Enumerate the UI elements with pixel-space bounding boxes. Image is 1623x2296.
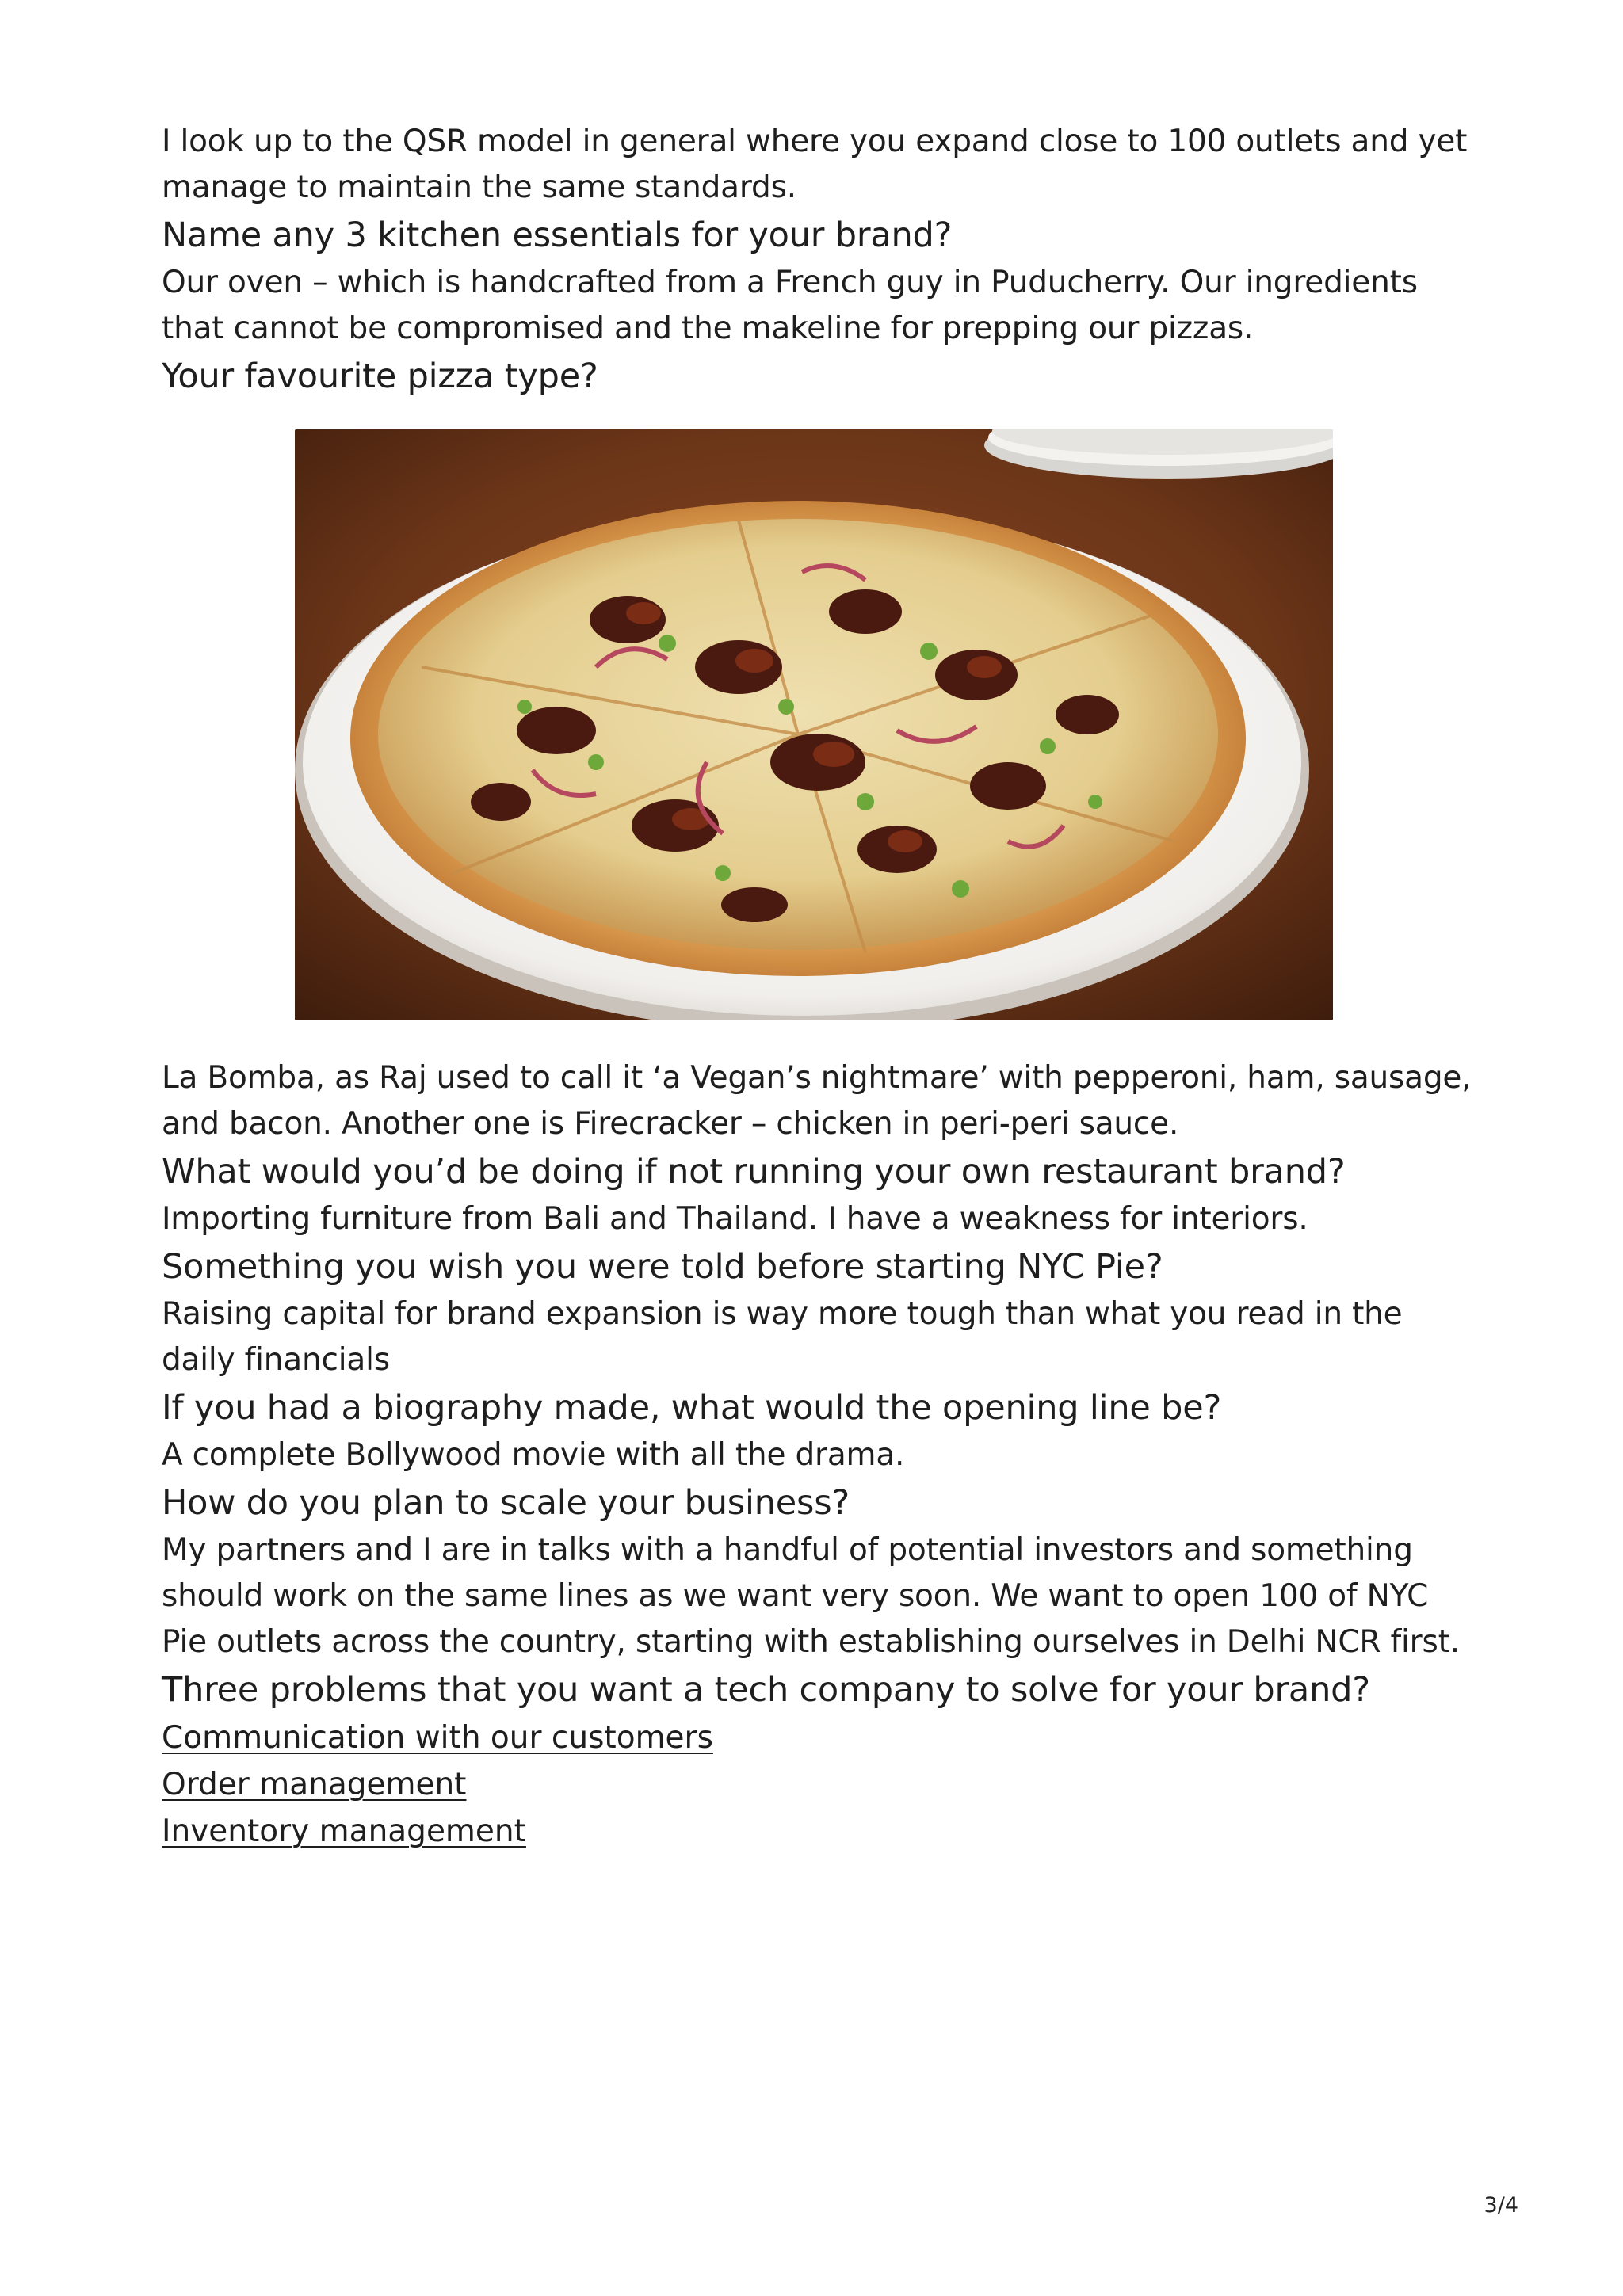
page-number: 3/4 xyxy=(1484,2193,1518,2218)
answer-alternate-career: Importing furniture from Bali and Thailand. I have a weakness for interiors. xyxy=(162,1201,1308,1237)
question-tech-problems: Three problems that you want a tech company to solve for your brand? xyxy=(162,1670,1370,1710)
answer-wish-told: Raising capital for brand expansion is way more tough than what you read in the daily financials xyxy=(162,1296,1403,1378)
link-order-management[interactable]: Order management xyxy=(162,1767,467,1802)
link-inventory-management[interactable]: Inventory management xyxy=(162,1814,526,1849)
problem-links-list xyxy=(162,1714,1477,1855)
answer-biography: A complete Bollywood movie with all the drama. xyxy=(162,1437,905,1473)
intro-paragraph: I look up to the QSR model in general where you expand close to 100 outlets and yet manage to maintain the same standards. xyxy=(162,124,1468,205)
question-biography: If you had a biography made, what would the opening line be? xyxy=(162,1388,1222,1428)
pizza-photo xyxy=(295,429,1333,1020)
question-kitchen-essentials: Name any 3 kitchen essentials for your brand? xyxy=(162,215,953,255)
question-scale-business: How do you plan to scale your business? xyxy=(162,1483,850,1523)
question-alternate-career: What would you’d be doing if not running your own restaurant brand? xyxy=(162,1152,1346,1192)
answer-kitchen-essentials: Our oven – which is handcrafted from a French guy in Puducherry. Our ingredients that cannot be compromised and the makeline for prepping our pizzas. xyxy=(162,265,1418,346)
link-communication[interactable]: Communication with our customers xyxy=(162,1720,713,1756)
article-body xyxy=(162,119,1477,1855)
question-favourite-pizza: Your favourite pizza type? xyxy=(162,357,598,396)
answer-favourite-pizza: La Bomba, as Raj used to call it ‘a Vegan’s nightmare’ with pepperoni, ham, sausage, and bacon. Another one is Firecracker – chicken in peri-peri sauce. xyxy=(162,1060,1472,1142)
answer-scale-business: My partners and I are in talks with a handful of potential investors and something should work on the same lines as we want very soon. We want to open 100 of NYC Pie outlets across the country, starting with establishing ourselves in Delhi NCR first. xyxy=(162,1532,1460,1660)
question-wish-told: Something you wish you were told before starting NYC Pie? xyxy=(162,1247,1163,1287)
